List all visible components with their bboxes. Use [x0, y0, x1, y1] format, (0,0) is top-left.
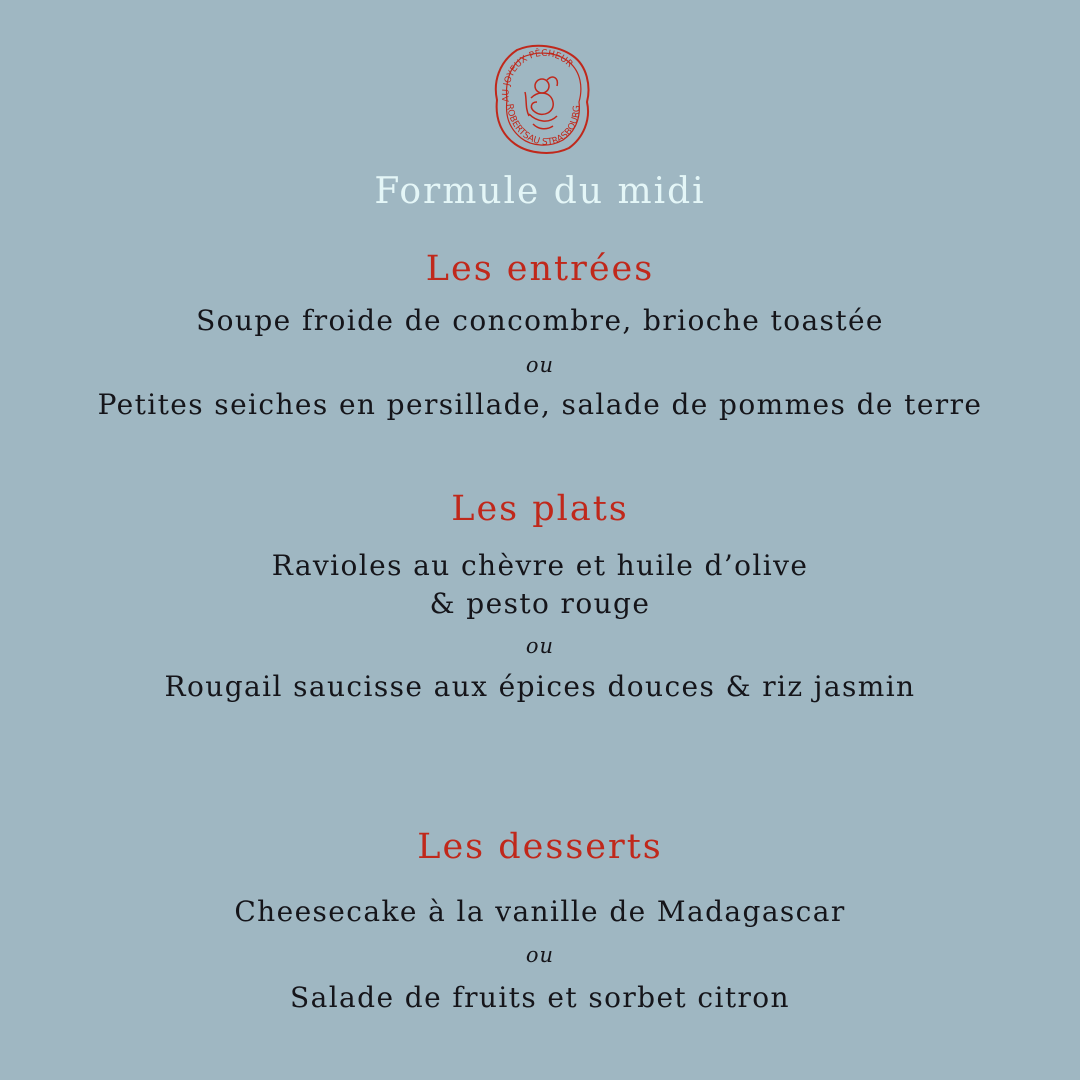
separator-ou: ou	[525, 943, 555, 967]
menu-item-dessert-2: Salade de fruits et sorbet citron	[290, 981, 790, 1014]
menu-item-plat-2: Rougail saucisse aux épices douces & riz jasmin	[164, 670, 916, 703]
seal-logo-icon	[487, 40, 595, 156]
menu-item-plat-1-line1: Ravioles au chèvre et huile d’olive	[271, 549, 809, 582]
menu-item-entree-2: Petites seiches en persillade, salade de pommes de terre	[97, 388, 983, 421]
menu-item-plat-1-line2: & pesto rouge	[429, 587, 651, 620]
section-heading-entrees: Les entrées	[425, 249, 655, 289]
seal-text-bottom: ROBERTSAU STRASBOURG	[503, 103, 583, 148]
menu-item-dessert-1: Cheesecake à la vanille de Madagascar	[234, 895, 846, 928]
menu-item-entree-1: Soupe froide de concombre, brioche toastée	[196, 304, 884, 337]
section-heading-desserts: Les desserts	[417, 827, 663, 867]
seal-text-top: AU JOYEUX PÊCHEUR	[501, 48, 575, 103]
separator-ou: ou	[525, 353, 555, 377]
separator-ou: ou	[525, 634, 555, 658]
page-title: Formule du midi	[374, 171, 706, 212]
svg-text:ROBERTSAU STRASBOURG	[504, 103, 582, 148]
section-heading-plats: Les plats	[451, 489, 629, 529]
